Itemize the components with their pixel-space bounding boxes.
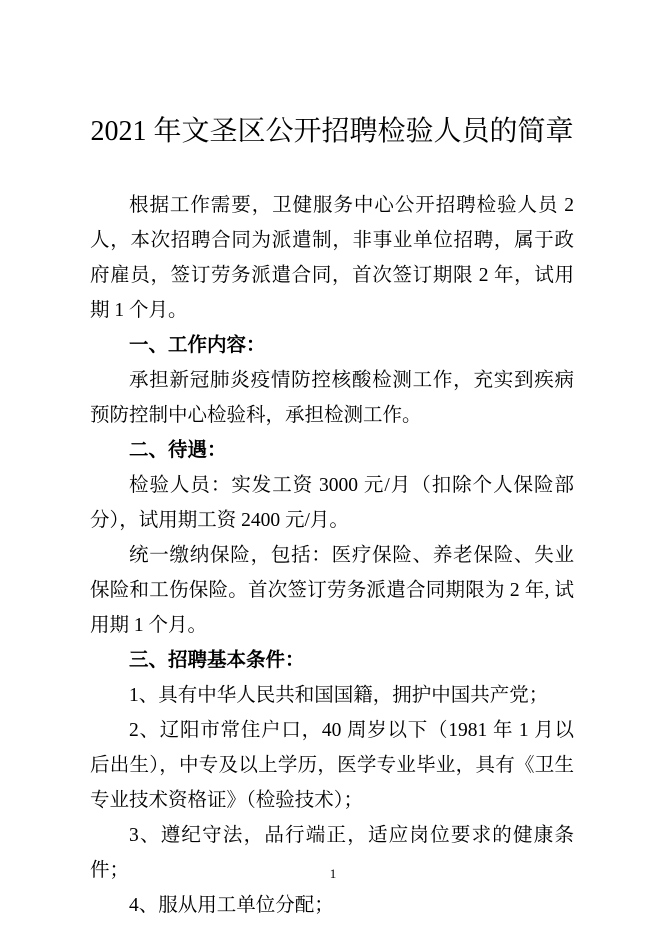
body-paragraph: 承担新冠肺炎疫情防控核酸检测工作，充实到疾病预防控制中心检验科，承担检测工作。 bbox=[90, 370, 574, 426]
body-paragraph: 1、具有中华人民共和国国籍，拥护中国共产党； bbox=[129, 685, 549, 706]
body-paragraph: 2、辽阳市常住户口，40 周岁以下（1981 年 1 月以后出生），中专及以上学历，医学专业毕业，具有《卫生专业技术资格证》（检验技术）； bbox=[90, 720, 574, 811]
body-paragraph: 检验人员：实发工资 3000 元/月（扣除个人保险部分），试用期工资 2400 元/月。 bbox=[90, 475, 574, 531]
body-paragraph: 4、服从用工单位分配； bbox=[129, 895, 334, 916]
section-heading: 一、工作内容： bbox=[129, 335, 266, 356]
body-paragraph: 3、遵纪守法，品行端正，适应岗位要求的健康条件； bbox=[90, 825, 574, 881]
section-heading: 二、待遇： bbox=[129, 440, 227, 461]
body-paragraph: 统一缴纳保险，包括：医疗保险、养老保险、失业保险和工伤保险。首次签订劳务派遣合同期限为 2 年, 试用期 1 个月。 bbox=[90, 545, 574, 636]
section-heading: 三、招聘基本条件： bbox=[129, 650, 305, 671]
document-title: 2021 年文圣区公开招聘检验人员的简章 bbox=[90, 116, 574, 147]
body-paragraph: 根据工作需要，卫健服务中心公开招聘检验人员 2 人，本次招聘合同为派遣制，非事业单位招聘，属于政府雇员，签订劳务派遣合同，首次签订期限 2 年，试用期 1 个月。 bbox=[90, 195, 574, 321]
document-body bbox=[90, 188, 574, 923]
page-number: 1 bbox=[329, 866, 337, 881]
